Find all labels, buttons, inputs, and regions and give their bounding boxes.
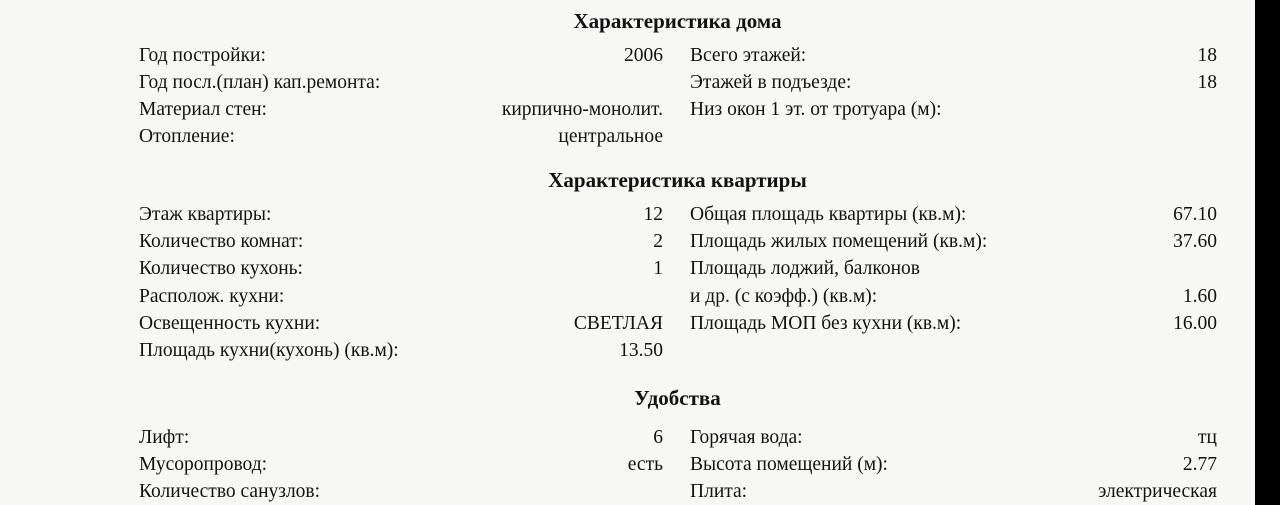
value: тц: [1198, 427, 1217, 448]
value: 2006: [624, 45, 663, 66]
label: Общая площадь квартиры (кв.м):: [690, 204, 967, 225]
label: Этажей в подъезде:: [690, 72, 852, 93]
section-title-apartment: Характеристика квартиры: [548, 168, 807, 192]
value: 13.50: [619, 340, 663, 361]
label: Площадь МОП без кухни (кв.м):: [690, 313, 962, 334]
label: Мусоропровод:: [139, 454, 268, 475]
label: Освещенность кухни:: [139, 313, 321, 334]
label: Год постройки:: [139, 45, 266, 66]
label: и др. (с коэфф.) (кв.м):: [690, 286, 878, 307]
label: Горячая вода:: [690, 427, 803, 448]
value: 6: [653, 427, 663, 448]
label: Год посл.(план) кап.ремонта:: [139, 72, 381, 93]
value: 12: [643, 204, 663, 225]
label: Материал стен:: [139, 99, 267, 120]
value: 2: [653, 231, 663, 252]
value: 18: [1197, 45, 1217, 66]
label: Количество кухонь:: [139, 258, 303, 279]
value: 18: [1197, 72, 1217, 93]
value: 67.10: [1173, 204, 1217, 225]
value: 37.60: [1173, 231, 1217, 252]
label: Всего этажей:: [690, 45, 807, 66]
label: Низ окон 1 эт. от тротуара (м):: [690, 99, 942, 120]
value: 1.60: [1182, 286, 1217, 307]
value: электрическая: [1098, 481, 1217, 502]
label: Количество санузлов:: [139, 481, 321, 502]
value: 1: [653, 258, 663, 279]
label: Располож. кухни:: [139, 286, 285, 307]
value: кирпично-монолит.: [501, 99, 663, 120]
value: 16.00: [1173, 313, 1217, 334]
label: Лифт:: [139, 427, 190, 448]
label: Количество комнат:: [139, 231, 304, 252]
value: 2.77: [1182, 454, 1217, 475]
label: Площадь жилых помещений (кв.м):: [690, 231, 988, 252]
label: Площадь лоджий, балконов: [690, 258, 920, 279]
label: Этаж квартиры:: [139, 204, 272, 225]
label: Плита:: [690, 481, 748, 502]
value: центральное: [558, 126, 663, 147]
label: Площадь кухни(кухонь) (кв.м):: [139, 340, 399, 361]
value: СВЕТЛАЯ: [573, 313, 663, 334]
label: Отопление:: [139, 126, 235, 147]
value: есть: [627, 454, 663, 475]
label: Высота помещений (м):: [690, 454, 888, 475]
section-title-house: Характеристика дома: [573, 9, 782, 33]
section-title-amenities: Удобства: [634, 386, 721, 410]
